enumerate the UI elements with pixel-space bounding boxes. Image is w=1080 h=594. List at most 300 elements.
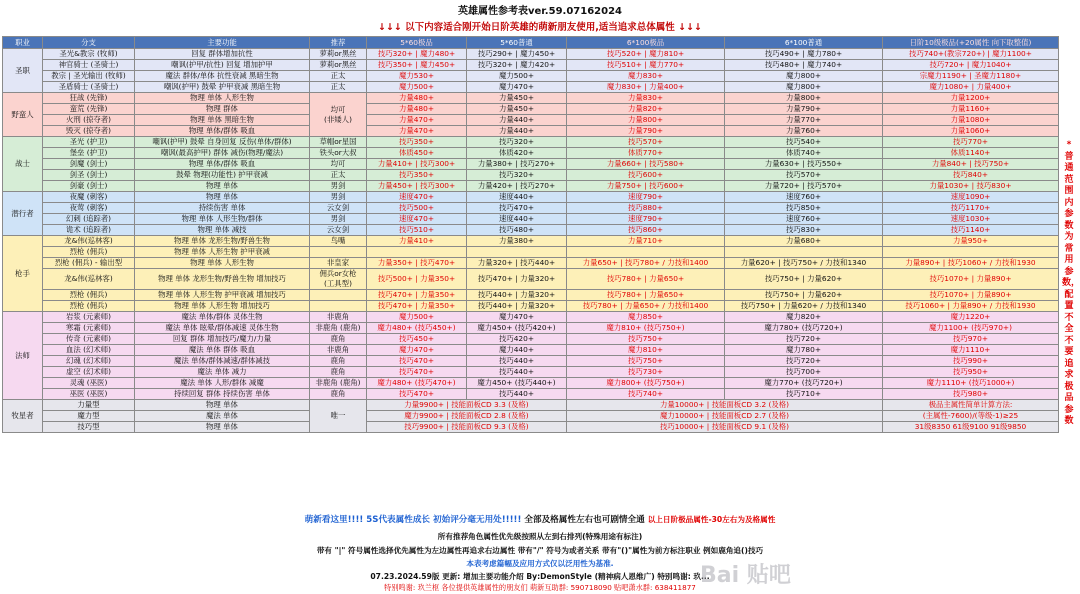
branch-cell: 灵魂 (巫医) (43, 378, 135, 389)
stat-day10-premium-cell: 力量950+ (883, 236, 1059, 247)
stat-5x60-premium-cell: 技巧450+ (367, 334, 467, 345)
recommend-cell: 非鹿角 (鹿角) (310, 323, 367, 334)
table-row (3, 104, 1059, 115)
recommend-cell: 正太 (310, 82, 367, 93)
stat-6x100-premium-cell: 技巧570+ (567, 137, 725, 148)
stat-6x100-normal-cell: 技巧540+ (725, 137, 883, 148)
stat-6x100-normal-cell: 技巧490+ | 魔力780+ (725, 49, 883, 60)
stat-6x100-normal-cell: 技巧750+ | 力量620+ / 力技和1340 (725, 301, 883, 312)
stat-6x100-premium-cell: 技巧750+ (567, 334, 725, 345)
table-row (3, 49, 1059, 60)
stat-6x100-normal-cell: 力量790+ (725, 104, 883, 115)
table-row (3, 170, 1059, 181)
table-row (3, 389, 1059, 400)
stat-day10-premium-cell: 力量890+ | 技巧1060+ / 力技和1930 (883, 258, 1059, 269)
page-subtitle: ↓↓↓ 以下内容适合刚开始日阶英雄的萌新朋友使用,适当追求总体属性 ↓↓↓ (378, 22, 702, 33)
stat-6x100-premium-cell: 技巧780+ | 力量650+ (567, 290, 725, 301)
table-row (3, 411, 1059, 422)
table-row (3, 367, 1059, 378)
branch-cell: 狂战 (先锋) (43, 93, 135, 104)
branch-cell: 龙&伟(巡林客) (43, 236, 135, 247)
stat-5x60-normal-cell: 力量440+ (467, 126, 567, 137)
skill-cell: 物理 单体 (135, 422, 310, 433)
job-cell: 战士 (3, 137, 43, 192)
branch-cell: 龙&伟(巡林客) (43, 269, 135, 290)
stat-6x100-premium-cell: 技巧750+ (567, 356, 725, 367)
stat-6x100-premium-cell: 魔力850+ (567, 312, 725, 323)
table-row (3, 236, 1059, 247)
stat-5x60-normal-cell: 技巧440+ (467, 356, 567, 367)
table-row (3, 356, 1059, 367)
stat-5x60-premium-cell: 力量410+ (367, 236, 467, 247)
stat-5x60-premium-cell: 技巧350+ (367, 137, 467, 148)
stat-5x60-premium-cell: 技巧470+ | 力量350+ (367, 301, 467, 312)
stat-6x100-premium-cell: 魔力810+ (技巧750+) (567, 323, 725, 334)
stat-6x100-normal-cell: 力量770+ (725, 115, 883, 126)
stat-day10-premium-cell: 速度1090+ (883, 192, 1059, 203)
stat-day10-premium-cell: 技巧980+ (883, 389, 1059, 400)
branch-cell: 巫医 (巫医) (43, 389, 135, 400)
stat-6x100-premium-cell: 力量820+ (567, 104, 725, 115)
stat-6x100-normal-cell: 技巧830+ (725, 225, 883, 236)
branch-cell: 岩浆 (元素师) (43, 312, 135, 323)
stat-day10-premium-cell: 技巧1170+ (883, 203, 1059, 214)
stat-6x100-cell: 力量10000+ | 技能面板CD 3.2 (及格) (567, 400, 883, 411)
stat-6x100-premium-cell: 体质770+ (567, 148, 725, 159)
stat-6x100-premium-cell: 速度790+ (567, 214, 725, 225)
stat-6x100-premium-cell: 技巧860+ (567, 225, 725, 236)
table-row (3, 214, 1059, 225)
stat-5x60-premium-cell: 速度470+ (367, 214, 467, 225)
stat-6x100-premium-cell: 速度790+ (567, 192, 725, 203)
header-6x100-normal: 6*100普通 (725, 37, 883, 49)
stat-5x60-premium-cell: 技巧500+ (367, 203, 467, 214)
footer-line-5: 07.23.2024.59版 更新: 增加主要功能介绍 By:DemonStyle (精神病人恩维广) 特别鸣谢: 玖... (370, 572, 710, 581)
stat-6x100-normal-cell: 体质740+ (725, 148, 883, 159)
stat-5x60-normal-cell: 魔力440+ (467, 345, 567, 356)
skill-cell: 魔法 单体/群体 灵体生物 (135, 312, 310, 323)
stat-day10-premium-cell: 魔力1110+ (技巧1000+) (883, 378, 1059, 389)
stat-6x100-premium-cell: 技巧600+ (567, 170, 725, 181)
stat-6x100-normal-cell: 力量760+ (725, 126, 883, 137)
header-6x100-premium: 6*100极品 (567, 37, 725, 49)
stat-6x100-premium-cell (567, 247, 725, 258)
skill-cell: 物理 单体 人形生物 (135, 93, 310, 104)
stat-day10-premium-cell: 速度1030+ (883, 214, 1059, 225)
stat-day10-cell: (主属性-7600)/(等级-1)≥25 (883, 411, 1059, 422)
stat-6x100-premium-cell: 力量800+ (567, 115, 725, 126)
stat-5x60-premium-cell: 速度470+ (367, 192, 467, 203)
stat-day10-premium-cell: 力量1080+ (883, 115, 1059, 126)
stat-6x100-normal-cell: 技巧750+ | 力量620+ (725, 269, 883, 290)
stat-6x100-premium-cell: 技巧740+ (567, 389, 725, 400)
footer-line-2: 所有推荐角色属性优先级按照从左到右排列(特殊用途有标注) (437, 532, 643, 541)
stat-6x100-premium-cell: 力量830+ (567, 93, 725, 104)
stat-6x100-premium-cell: 技巧780+ | 力量650+ / 力技和1400 (567, 301, 725, 312)
skill-cell: 物理 群体 (135, 104, 310, 115)
job-cell: 野蛮人 (3, 93, 43, 137)
header-5x60-premium: 5*60极品 (367, 37, 467, 49)
branch-cell: 夜魔 (刺客) (43, 192, 135, 203)
stat-6x100-normal-cell: 力量800+ (725, 93, 883, 104)
stat-day10-premium-cell: 技巧1070+ | 力量890+ (883, 269, 1059, 290)
stat-6x100-normal-cell: 魔力800+ (725, 82, 883, 93)
stat-5x60-normal-cell: 技巧470+ (467, 203, 567, 214)
skill-cell: 物理 单体/群体 吸血 (135, 159, 310, 170)
stat-6x100-premium-cell: 魔力830+ (567, 71, 725, 82)
stat-5x60-normal-cell: 技巧480+ (467, 225, 567, 236)
table-row (3, 422, 1059, 433)
skill-cell: 物理 单体 人形生物 (135, 258, 310, 269)
stat-5x60-premium-cell: 魔力480+ (技巧450+) (367, 323, 467, 334)
stat-day10-premium-cell: 技巧770+ (883, 137, 1059, 148)
skill-cell: 物理 单体 人形生物 护甲衰减 (135, 247, 310, 258)
skill-cell: 魔法 群体/单体 抗性衰减 黑暗生物 (135, 71, 310, 82)
stat-6x100-normal-cell (725, 247, 883, 258)
footer-line-3: 带有 "|" 符号属性选择优先属性为左边属性再追求右边属性 带有"/" 符号为或者关系 带有"()"属性为前方标注职业 例如鹿角追()技巧 (316, 546, 764, 555)
stat-5x60-premium-cell: 技巧470+ | 力量350+ (367, 290, 467, 301)
skill-cell: 嘲讽(最高护甲) 群体 减伤(物理/魔法) (135, 148, 310, 159)
stat-5x60-normal-cell: 力量320+ | 技巧440+ (467, 258, 567, 269)
stat-5x60-normal-cell: 技巧440+ | 力量320+ (467, 290, 567, 301)
stat-6x100-premium-cell: 力量650+ | 技巧780+ / 力技和1400 (567, 258, 725, 269)
branch-cell: 神官骑士 (圣骑士) (43, 60, 135, 71)
stat-5x60-normal-cell: 技巧470+ | 力量320+ (467, 269, 567, 290)
branch-cell: 剑圣 (剑士) (43, 170, 135, 181)
skill-cell: 物理 单体/群体 吸血 (135, 126, 310, 137)
skill-cell: 物理 单体 人形生物 增加技巧 (135, 301, 310, 312)
table-row (3, 258, 1059, 269)
recommend-cell: 萝莉or黑丝 (310, 60, 367, 71)
stat-day10-premium-cell: 魔力1220+ (883, 312, 1059, 323)
stat-5x60-normal-cell: 速度440+ (467, 214, 567, 225)
table-row (3, 323, 1059, 334)
branch-cell: 血法 (幻术师) (43, 345, 135, 356)
table-row (3, 71, 1059, 82)
branch-cell: 幻刺 (追踪者) (43, 214, 135, 225)
stat-5x60-premium-cell: 力量480+ (367, 104, 467, 115)
branch-cell: 火刑 (掠夺者) (43, 115, 135, 126)
table-row (3, 60, 1059, 71)
stat-day10-premium-cell: 技巧990+ (883, 356, 1059, 367)
job-cell: 法师 (3, 312, 43, 400)
stat-6x100-normal-cell: 力量680+ (725, 236, 883, 247)
recommend-cell: 鸟嘴 (310, 236, 367, 247)
table-row (3, 301, 1059, 312)
skill-cell: 嘲讽(护甲/抗性) 回复 增加护甲 (135, 60, 310, 71)
recommend-cell: 萝莉or黑丝 (310, 49, 367, 60)
stat-6x100-premium-cell: 技巧520+ | 魔力810+ (567, 49, 725, 60)
table-header-row (3, 37, 1059, 49)
stat-6x100-normal-cell: 速度760+ (725, 214, 883, 225)
stat-6x100-normal-cell: 魔力780+ (技巧720+) (725, 323, 883, 334)
stat-6x100-normal-cell: 力量720+ | 技巧570+ (725, 181, 883, 192)
skill-cell: 物理 单体 减技 (135, 225, 310, 236)
recommend-cell: 草帽or星国 (310, 137, 367, 148)
skill-cell: 魔法 单体 眩晕/群体减速 灵体生物 (135, 323, 310, 334)
stat-day10-premium-cell: 力量1200+ (883, 93, 1059, 104)
stat-day10-premium-cell: 力量840+ | 技巧750+ (883, 159, 1059, 170)
stat-5x60-premium-cell: 力量410+ | 技巧300+ (367, 159, 467, 170)
stat-day10-cell: 极品主属性简单计算方法: (883, 400, 1059, 411)
table-row (3, 126, 1059, 137)
stat-5x60-premium-cell: 技巧510+ (367, 225, 467, 236)
stat-5x60-premium-cell: 魔力470+ (367, 345, 467, 356)
stat-day10-premium-cell: 魔力1100+ (技巧970+) (883, 323, 1059, 334)
side-note: * 普通范围内参数为常用参数，配置不全不要追求极品参数 (1062, 140, 1080, 426)
branch-cell: 烈枪 (佣兵) (43, 301, 135, 312)
recommend-cell: 鹿角 (310, 367, 367, 378)
skill-cell: 物理 单体 龙形生物/野兽生物 增加技巧 (135, 269, 310, 290)
table-row (3, 400, 1059, 411)
stat-5x60-normal-cell: 魔力450+ (技巧420+) (467, 323, 567, 334)
branch-cell: 圣光&教宗 (牧师) (43, 49, 135, 60)
branch-cell: 技巧型 (43, 422, 135, 433)
recommend-cell: 男剑 (310, 181, 367, 192)
branch-cell: 魔力型 (43, 411, 135, 422)
stat-6x100-premium-cell: 力量660+ | 技巧580+ (567, 159, 725, 170)
stat-6x100-normal-cell: 技巧570+ (725, 170, 883, 181)
recommend-cell: 鹿角 (310, 389, 367, 400)
stat-6x100-normal-cell: 魔力780+ (725, 345, 883, 356)
skill-cell: 物理 单体 黑暗生物 (135, 115, 310, 126)
recommend-cell: 男剑 (310, 192, 367, 203)
skill-cell: 物理 单体 (135, 400, 310, 411)
stat-6x100-normal-cell: 魔力770+ (技巧720+) (725, 378, 883, 389)
stat-5x60-premium-cell: 魔力500+ (367, 82, 467, 93)
footer-line-1 (0, 515, 1080, 525)
header-day10-premium: 日阶10级极品(+20属性 向下取整值) (883, 37, 1059, 49)
stat-5x60-normal-cell: 技巧290+ | 魔力450+ (467, 49, 567, 60)
recommend-cell (310, 247, 367, 258)
stat-6x100-premium-cell: 技巧730+ (567, 367, 725, 378)
branch-cell: 烈枪 (佣兵) (43, 247, 135, 258)
stat-5x60-premium-cell: 力量470+ (367, 126, 467, 137)
stat-5x60-premium-cell: 技巧350+ | 魔力450+ (367, 60, 467, 71)
stat-6x100-normal-cell: 技巧850+ (725, 203, 883, 214)
stat-5x60-premium-cell: 力量350+ | 技巧470+ (367, 258, 467, 269)
page-title: 英雄属性参考表ver.59.07162024 (458, 6, 622, 17)
skill-cell: 魔法 单体 (135, 411, 310, 422)
stat-day10-premium-cell: 技巧720+ | 魔力1040+ (883, 60, 1059, 71)
recommend-cell: 唯一 (310, 400, 367, 433)
branch-cell: 传奇 (元素师) (43, 334, 135, 345)
job-cell: 圣职 (3, 49, 43, 93)
stat-5x60-normal-cell: 技巧320+ (467, 137, 567, 148)
stat-day10-premium-cell: 技巧970+ (883, 334, 1059, 345)
recommend-cell: 云女剑 (310, 225, 367, 236)
stat-5x60-normal-cell: 魔力450+ (技巧440+) (467, 378, 567, 389)
branch-cell: 烈枪 (佣兵) (43, 290, 135, 301)
skill-cell: 嘲讽(护甲) 鼓晕 自身回复 反伤(单体/群体) (135, 137, 310, 148)
stat-day10-premium-cell: 宗魔力1190+ | 圣魔力1180+ (883, 71, 1059, 82)
stat-5x60-normal-cell: 力量380+ (467, 236, 567, 247)
footer-pass-note: 全部及格属性左右也可剧情全通 (524, 515, 645, 525)
stat-5x60-premium-cell: 技巧470+ (367, 367, 467, 378)
stat-day10-premium-cell: 技巧840+ (883, 170, 1059, 181)
table-row (3, 269, 1059, 290)
recommend-cell: 鹿角 (310, 334, 367, 345)
stat-6x100-premium-cell: 技巧510+ | 魔力770+ (567, 60, 725, 71)
stat-5x60-premium-cell (367, 247, 467, 258)
recommend-cell (310, 301, 367, 312)
stat-5x60-normal-cell: 技巧320+ (467, 170, 567, 181)
branch-cell: 蛮荒 (先锋) (43, 104, 135, 115)
job-cell: 牧星者 (3, 400, 43, 433)
skill-cell: 物理 单体 (135, 181, 310, 192)
stat-6x100-premium-cell: 魔力800+ (技巧750+) (567, 378, 725, 389)
stat-5x60-normal-cell: 魔力500+ (467, 71, 567, 82)
table-row (3, 378, 1059, 389)
header-5x60-normal: 5*60普通 (467, 37, 567, 49)
stat-6x100-cell: 技巧10000+ | 技能面板CD 9.1 (及格) (567, 422, 883, 433)
table-row (3, 334, 1059, 345)
table-row (3, 203, 1059, 214)
stat-6x100-normal-cell: 魔力820+ (725, 312, 883, 323)
recommend-cell: 云女剑 (310, 203, 367, 214)
stat-5x60-premium-cell: 力量480+ (367, 93, 467, 104)
table-row (3, 290, 1059, 301)
table-row (3, 137, 1059, 148)
stat-5x60-premium-cell: 技巧320+ | 魔力480+ (367, 49, 467, 60)
header-job: 职业 (3, 37, 43, 49)
recommend-cell: 非皇家 (310, 258, 367, 269)
stat-5x60-normal-cell: 速度440+ (467, 192, 567, 203)
skill-cell: 回复 群体 增加技巧/魔力/力量 (135, 334, 310, 345)
stat-5x60-normal-cell: 技巧440+ (467, 389, 567, 400)
job-cell: 潜行者 (3, 192, 43, 236)
table-row (3, 312, 1059, 323)
table-row (3, 181, 1059, 192)
stat-5x60-normal-cell: 体质420+ (467, 148, 567, 159)
stat-5x60-premium-cell: 技巧470+ (367, 356, 467, 367)
table-row (3, 345, 1059, 356)
stat-5x60-normal-cell: 技巧320+ | 魔力420+ (467, 60, 567, 71)
branch-cell: 寒霜 (元素师) (43, 323, 135, 334)
stat-5x60-normal-cell: 力量450+ (467, 93, 567, 104)
stat-5x60-normal-cell (467, 247, 567, 258)
stat-5x60-normal-cell: 技巧440+ (467, 367, 567, 378)
job-cell: 枪手 (3, 236, 43, 312)
stat-day10-premium-cell: 魔力1080+ | 力量400+ (883, 82, 1059, 93)
table-row (3, 93, 1059, 104)
skill-cell: 嘲讽(护甲) 鼓晕 护甲衰减 黑暗生物 (135, 82, 310, 93)
footer-newbie-note: 萌新看这里!!!! 5S代表属性成长 初始评分毫无用处!!!!! (304, 515, 522, 525)
stat-6x100-normal-cell: 技巧480+ | 魔力740+ (725, 60, 883, 71)
stat-5x60-premium-cell: 魔力500+ (367, 312, 467, 323)
stat-day10-premium-cell: 技巧1060+ | 力量890+ / 力技和1930 (883, 301, 1059, 312)
stat-day10-cell: 31级8350 61级9100 91级9850 (883, 422, 1059, 433)
stat-6x100-normal-cell: 技巧700+ (725, 367, 883, 378)
stat-6x100-premium-cell: 技巧780+ | 力量650+ (567, 269, 725, 290)
branch-cell: 教宗 | 圣光输出 (牧师) (43, 71, 135, 82)
recommend-cell: 佣兵or女枪 (工具型) (310, 269, 367, 290)
stat-5x60-normal-cell: 魔力470+ (467, 312, 567, 323)
stat-day10-premium-cell: 力量1030+ | 技巧830+ (883, 181, 1059, 192)
stat-6x100-premium-cell: 力量750+ | 技巧600+ (567, 181, 725, 192)
skill-cell: 物理 单体 龙形生物/野兽生物 (135, 236, 310, 247)
recommend-cell: 鹿角 (310, 356, 367, 367)
stat-5x60-normal-cell: 力量380+ | 技巧270+ (467, 159, 567, 170)
stat-day10-premium-cell: 力量1060+ (883, 126, 1059, 137)
footer-line-4: 本表考虑篇幅及应用方式仅以泛用性为基准. (466, 559, 614, 568)
skill-cell: 魔法 单体/群体减速/群体减技 (135, 356, 310, 367)
table-row (3, 192, 1059, 203)
header-skill: 主要功能 (135, 37, 310, 49)
table-row (3, 225, 1059, 236)
stat-5x60-premium-cell: 力量450+ | 技巧300+ (367, 181, 467, 192)
branch-cell: 幻魂 (幻术师) (43, 356, 135, 367)
stat-5x60-premium-cell: 技巧350+ (367, 170, 467, 181)
stat-6x100-normal-cell: 速度760+ (725, 192, 883, 203)
stat-5x60-cell: 技巧9900+ | 技能面板CD 9.3 (及格) (367, 422, 567, 433)
branch-cell: 毁灭 (掠夺者) (43, 126, 135, 137)
table-row (3, 159, 1059, 170)
stat-day10-premium-cell: 魔力1110+ (883, 345, 1059, 356)
stat-6x100-normal-cell: 力量620+ | 技巧750+ / 力技和1340 (725, 258, 883, 269)
stat-day10-premium-cell: 技巧740+(教宗720+) | 魔力1100+ (883, 49, 1059, 60)
branch-cell: 圣光 (护卫) (43, 137, 135, 148)
stat-6x100-normal-cell: 技巧750+ | 力量620+ (725, 290, 883, 301)
stat-5x60-premium-cell: 力量470+ (367, 115, 467, 126)
stat-5x60-normal-cell: 技巧420+ (467, 334, 567, 345)
stat-day10-premium-cell: 技巧950+ (883, 367, 1059, 378)
skill-cell: 物理 单体 人形生物/群体 (135, 214, 310, 225)
skill-cell: 持续伤害 单体 (135, 203, 310, 214)
stat-5x60-premium-cell: 技巧470+ (367, 389, 467, 400)
recommend-cell: 正太 (310, 71, 367, 82)
stat-6x100-normal-cell: 力量630+ | 技巧550+ (725, 159, 883, 170)
stat-day10-premium-cell: 体质1140+ (883, 148, 1059, 159)
skill-cell: 物理 单体 (135, 192, 310, 203)
stat-6x100-premium-cell: 魔力830+ | 力量400+ (567, 82, 725, 93)
table-row (3, 82, 1059, 93)
stat-6x100-normal-cell: 技巧710+ (725, 389, 883, 400)
recommend-cell: 非鹿角 (310, 312, 367, 323)
stat-6x100-premium-cell: 魔力810+ (567, 345, 725, 356)
stat-6x100-normal-cell: 技巧720+ (725, 356, 883, 367)
recommend-cell: 均可 (非矮人) (310, 93, 367, 137)
skill-cell: 物理 单体 人形生物 护甲衰减 增加技巧 (135, 290, 310, 301)
stat-5x60-premium-cell: 技巧500+ | 力量350+ (367, 269, 467, 290)
stat-5x60-normal-cell: 力量420+ | 技巧270+ (467, 181, 567, 192)
recommend-cell: 铁头or大叔 (310, 148, 367, 159)
recommend-cell: 男剑 (310, 214, 367, 225)
stat-6x100-premium-cell: 力量790+ (567, 126, 725, 137)
skill-cell: 鼓晕 物理(功能性) 护甲衰减 (135, 170, 310, 181)
recommend-cell (310, 290, 367, 301)
table-row (3, 247, 1059, 258)
skill-cell: 持续回复 群体 持续伤害 单体 (135, 389, 310, 400)
recommend-cell: 均可 (310, 159, 367, 170)
stat-6x100-cell: 魔力10000+ | 技能面板CD 2.7 (及格) (567, 411, 883, 422)
recommend-cell: 非鹿角 (鹿角) (310, 378, 367, 389)
stat-5x60-normal-cell: 魔力470+ (467, 82, 567, 93)
footer-premium-note: 以上日阶极品属性-30左右为及格属性 (647, 515, 776, 524)
stat-day10-premium-cell: 力量1160+ (883, 104, 1059, 115)
branch-cell: 剑魔 (剑士) (43, 159, 135, 170)
skill-cell: 魔法 单体 人形/群体 减魔 (135, 378, 310, 389)
header-branch: 分支 (43, 37, 135, 49)
branch-cell: 诡术 (追踪者) (43, 225, 135, 236)
branch-cell: 虚空 (幻术师) (43, 367, 135, 378)
stat-5x60-normal-cell: 力量450+ (467, 104, 567, 115)
header-recommend: 推荐 (310, 37, 367, 49)
branch-cell: 剑豪 (剑士) (43, 181, 135, 192)
skill-cell: 回复 群体增加抗性 (135, 49, 310, 60)
branch-cell: 圣盾骑士 (圣骑士) (43, 82, 135, 93)
branch-cell: 堡垒 (护卫) (43, 148, 135, 159)
